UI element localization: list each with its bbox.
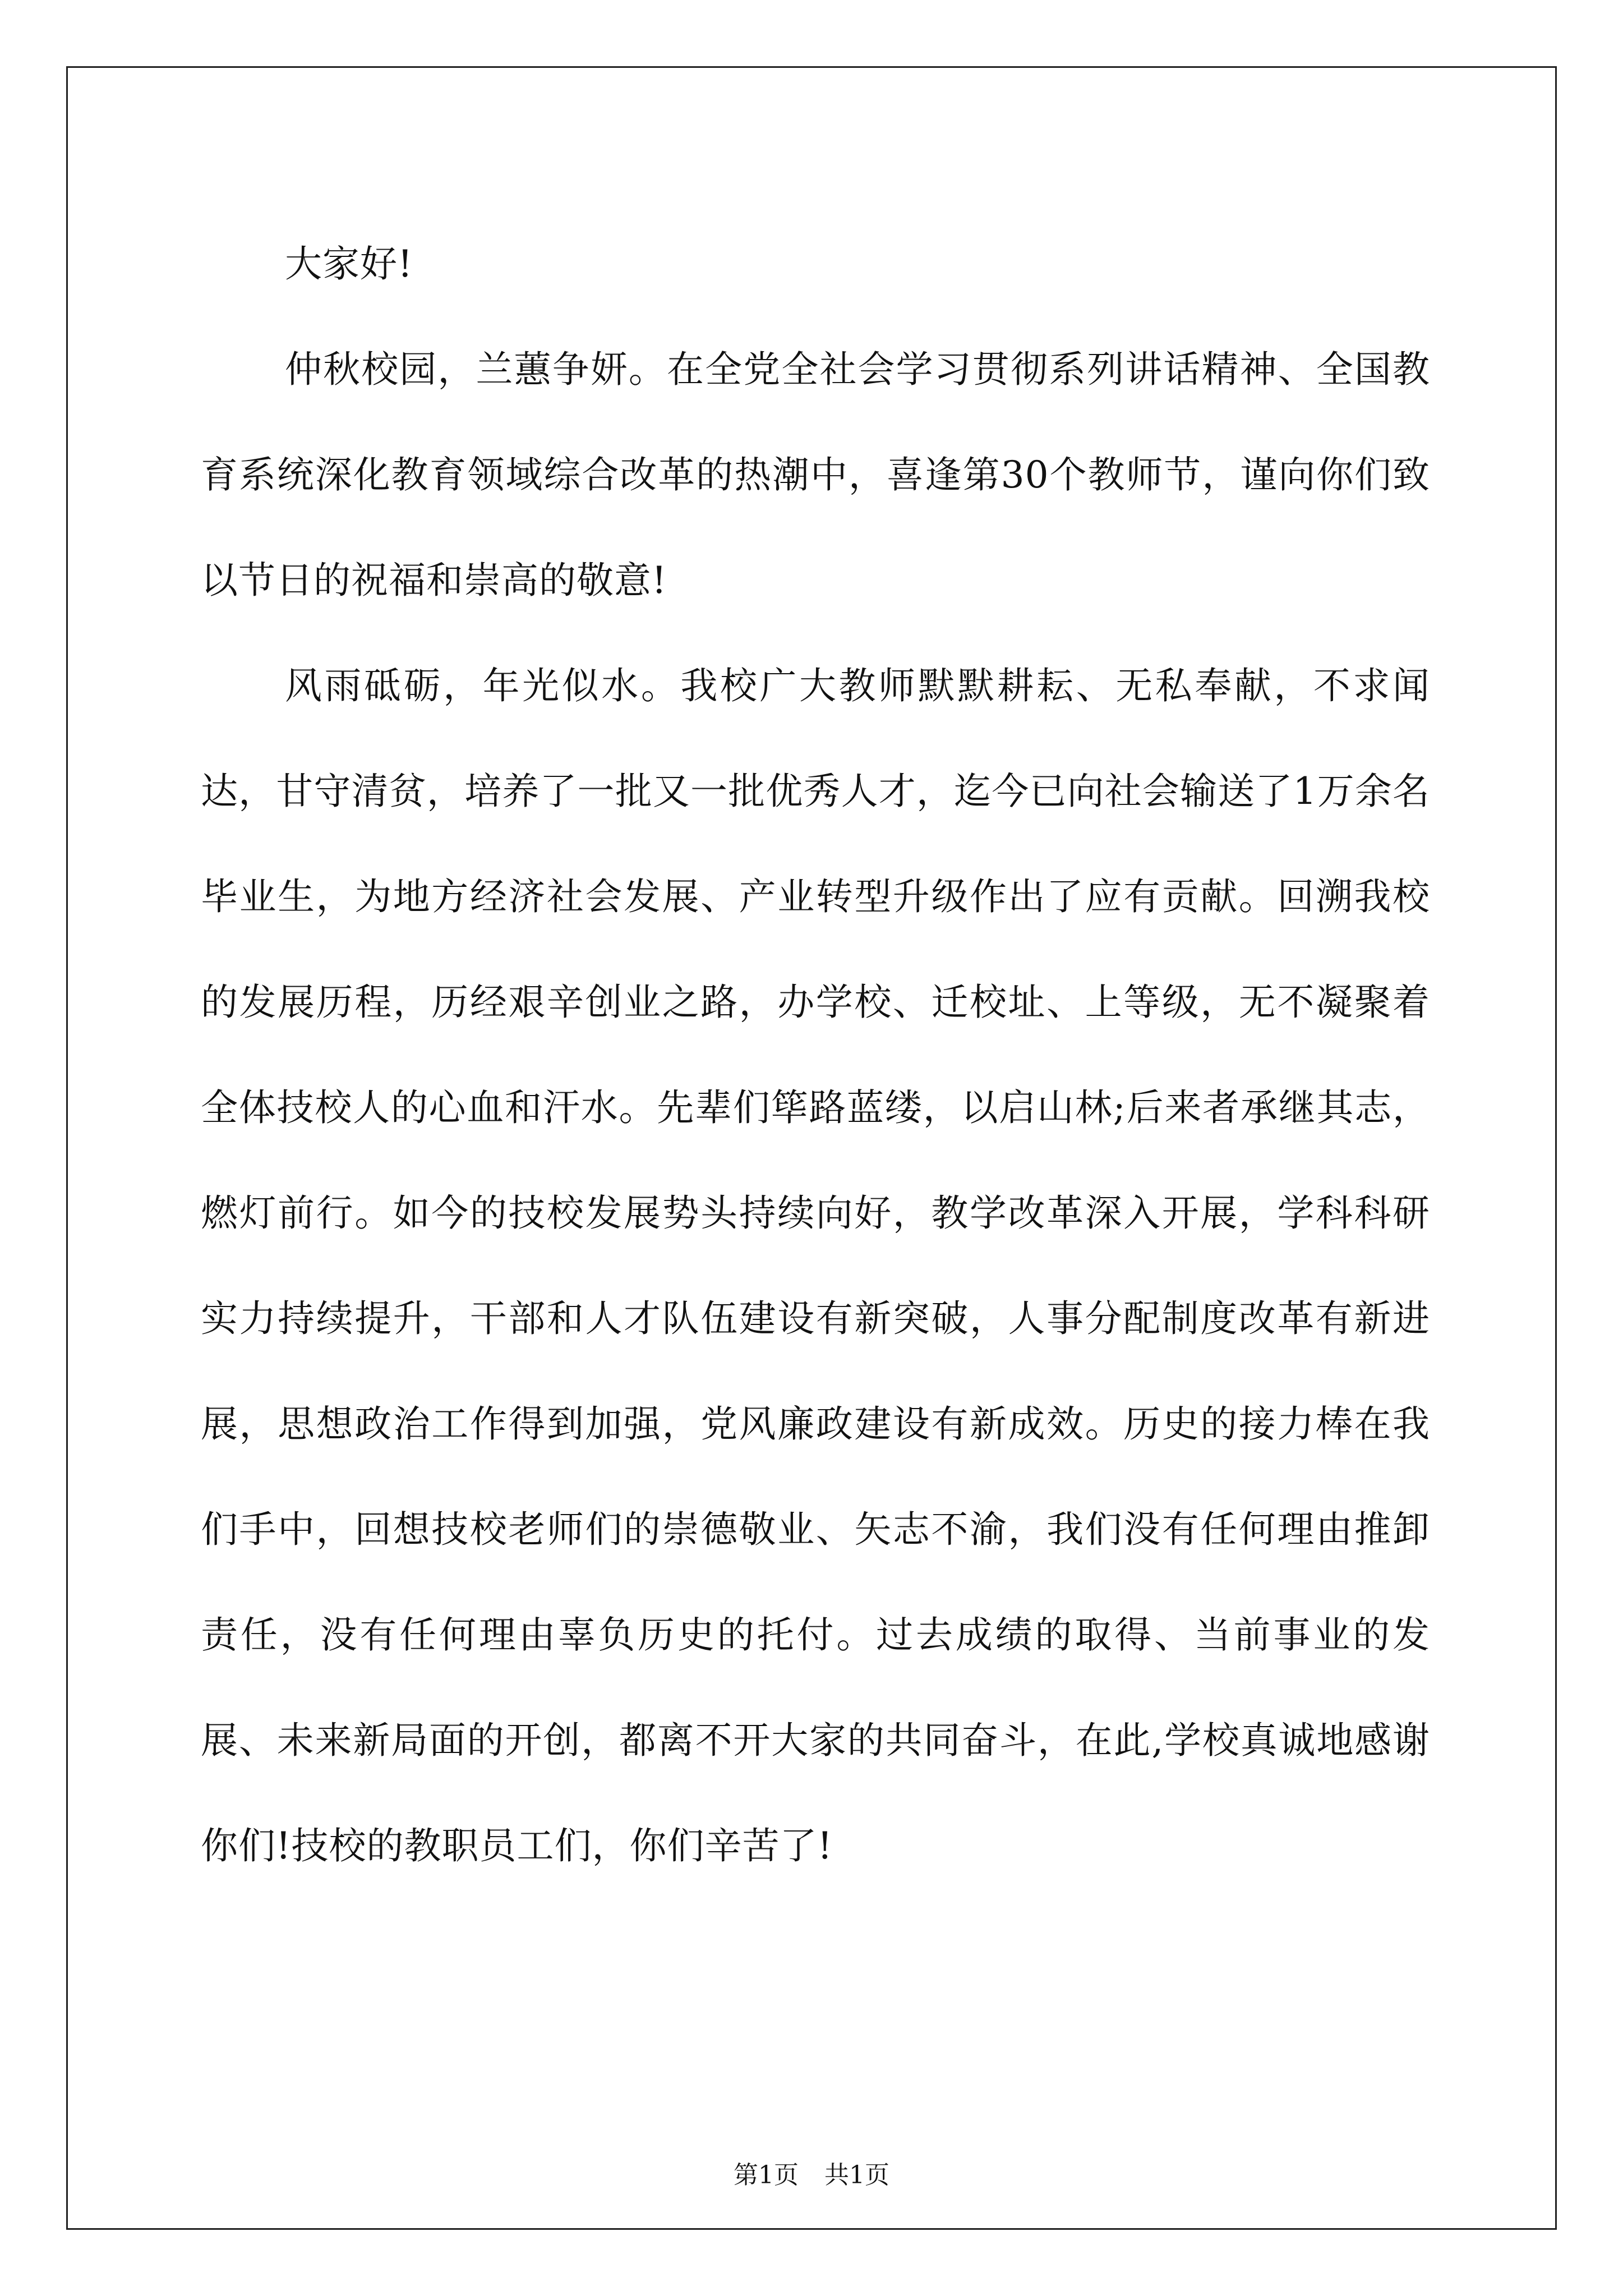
page-number: 第1页 xyxy=(734,2161,799,2189)
document-body xyxy=(201,211,1430,1899)
paragraph-2: 风雨砥砺，年光似水。我校广大教师默默耕耘、无私奉献，不求闻达，甘守清贫，培养了一批又一批优秀人才，迄今已向社会输送了1万余名毕业生，为地方经济社会发展、产业转型升级作出了应有贡献。回溯我校的发展历程，历经艰辛创业之路，办学校、迁校址、上等级，无不凝聚着全体技校人的心血和汗水。先辈们筚路蓝缕，以启山林;后来者承继其志，燃灯前行。如今的技校发展势头持续向好，教学改革深入开展，学科科研实力持续提升，干部和人才队伍建设有新突破，人事分配制度改革有新进展，思想政治工作得到加强，党风廉政建设有新成效。历史的接力棒在我们手中，回想技校老师们的崇德敬业、矢志不渝，我们没有任何理由推卸责任，没有任何理由辜负历史的托付。过去成绩的取得、当前事业的发展、未来新局面的开创，都离不开大家的共同奋斗，在此,学校真诚地感谢你们!技校的教职员工们，你们辛苦了! xyxy=(201,664,1430,1867)
greeting: 大家好! xyxy=(285,242,413,286)
page-total: 共1页 xyxy=(824,2161,889,2189)
paragraph-1: 仲秋校园，兰蕙争妍。在全党全社会学习贯彻系列讲话精神、全国教育系统深化教育领域综合改革的热潮中，喜逢第30个教师节，谨向你们致以节日的祝福和崇高的敬意! xyxy=(201,348,1430,602)
page-footer xyxy=(0,2159,1623,2192)
